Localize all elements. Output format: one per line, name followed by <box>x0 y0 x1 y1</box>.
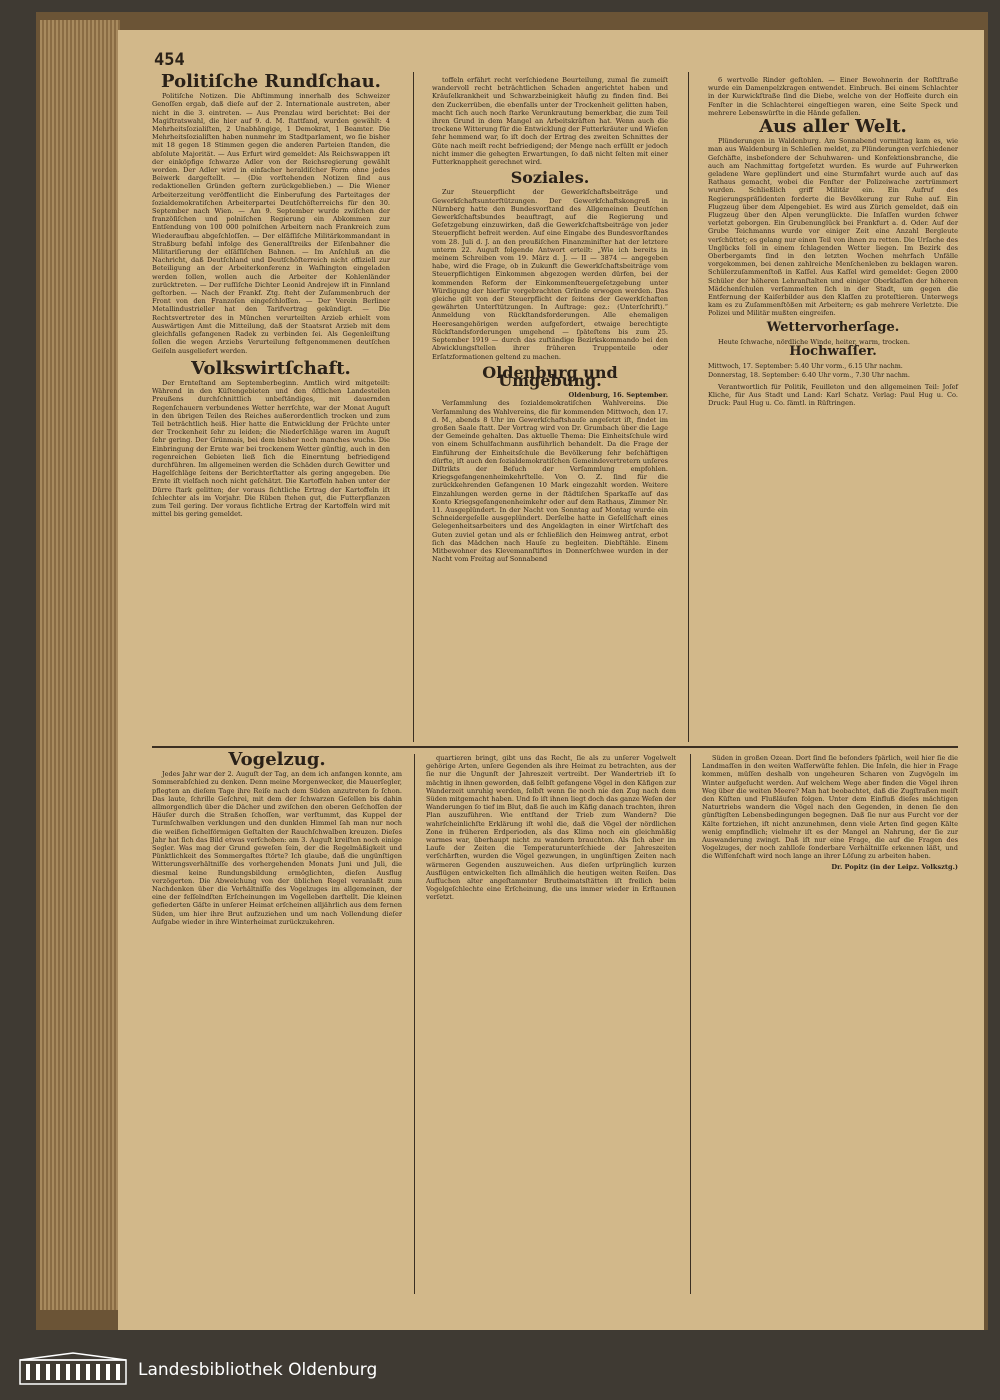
column-rule-3 <box>414 754 415 1294</box>
column-middle-bottom <box>426 754 676 1294</box>
newspaper-page <box>118 30 984 1330</box>
col2-continuation: toffeln erfährt recht verſchiedene Beurteilung, zumal ſie zumeiſt wandervoll recht beträchtlichen Schaden angerichtet haben und Kräuſelkrankheit und Schwarzbeinigkeit häufig zu finden ſind. Bei den Zuckerrüben, die ebenfalls unter der Trockenheit gelitten haben, macht ſich auch noch ſtarke Verunkrautung bemerkbar, die zum Teil ihren Grund in dem Mangel an Arbeitskräften hat. Wenn auch die trockene Witterung für die Entwicklung der Futterkräuter und Wieſen ſehr hemmend war, ſo iſt doch der Ertrag des zweiten Schnittes der Güte nach meiſt recht befriedigend; der Menge nach erfüllt er jedoch nicht immer die gehegten Erwartungen, ſo daß nicht ſelten mit einer Futterknappheit gerechnet wird. <box>432 76 668 167</box>
column-rule-2 <box>688 72 689 742</box>
tide-line-2: Donnerstag, 18. September: 6.40 Uhr vorm., 7.30 Uhr nachm. <box>708 370 910 379</box>
economy-text: Der Ernteſtand am Septemberbeginn. Amtlich wird mitgeteilt: Während in den Küſtengebieten und den öſtlichen Landesteilen Preußens durchſchnittlich unbeſtändiges, mit dauernden Regenſchauern verbundenes Wetter herrſchte, war der Monat Auguſt in den übrigen Teilen des Reiches außerordentlich trocken und zum Teil beträchtlich heiß. Hier hatte die Entwicklung der Früchte unter der Trockenheit ſehr zu leiden; die Niederſchläge waren im Auguſt ſehr gering. Der Grünmais, bei dem bisher noch manches wuchs. Die Einbringung der Ernte war bei trockenem Wetter günſtig, auch in den regenreichen Gebieten ließ ſich die Einerntung befriedigend durchführen. Im allgemeinen werden die Schäden durch Gewitter und Hagelſchläge ſeitens der Berichterſtatter als gering angegeben. Die Ernte iſt vielfach noch nicht geſchätzt. Die Kartoffeln haben unter der Dürre ſtark gelitten; der voraus ſichtliche Ertrag der Kartoffeln iſt ſchlechter als im Vorjahr. Die Rüben ſtehen gut, die Futterpflanzen zum Teil gering. Der voraus ſichtliche Ertrag der Kartoffeln wird mit mittel bis gering gemeldet. <box>152 378 390 519</box>
birds-heading: Vogelzug. <box>228 749 326 770</box>
column-right-bottom <box>702 754 958 1294</box>
column-left-top <box>152 71 390 736</box>
column-rule-4 <box>690 754 691 1294</box>
page-edges <box>40 20 120 1310</box>
tide-heading: Hochwaſſer. <box>789 344 877 360</box>
economy-heading: Volkswirtſchaft. <box>191 357 351 379</box>
oldenburg-text: Verſammlung des ſozialdemokratiſchen Wahlvereins. Die Verſammlung des Wahlvereins, die für kommenden Mittwoch, den 17. d. M., abends 8 Uhr im Gewerkſchaftshauſe angeſetzt iſt, findet im großen Saale ſtatt. Der Vortrag wird von Dr. Grumbach über die Lage der Gemeinde gehalten. Das aktuelle Thema: Die Einheitsſchule wird von einem Schulfachmann ausführlich behandelt. Da die Frage der Einführung der Einheitsſchule die Bevölkerung ſehr beſchäftigen dürfte, iſt auch den ſozialdemokratiſchen Gemeindevertretern unſeres Diſtrikts der Beſuch der Verſammlung empfohlen. Kriegsgefangenenheimkehrſtelle. Von O. Z. ſind für die zurückkehrenden Gefangenen 10 Mark eingezahlt worden. Weitere Einzahlungen werden gerne in der ſtädtiſchen Sparkaſſe auf das Konto Kriegsgefangenenheimkehr oder auf dem Rathaus, Zimmer Nr. 11. Ausgeplündert. In der Nacht von Sonntag auf Montag wurde ein Schneidergeſelle ausgeplündert. Derſelbe hatte in Geſellſchaft eines Gelegenheitsarbeiters und des Angeklagten in einer Wirtſchaft des Guten zuviel getan und als er ſchließlich den Heimweg antrat, erbot ſich das Mädchen nach Hauſe zu begleiten. Diebſtähle. Einem Mitbewohner des Klevemannſtiftes in Donnerſchwee wurden in der Nacht vom Freitag auf Sonnabend <box>432 399 668 564</box>
birds-text-1: Jedes Jahr war der 2. Auguſt der Tag, an dem ich anfangen konnte, am Sommerabſchied zu denken. Denn meine Morgenwecker, die Mauerſegler, pflegten an dieſem Tage ihre Reiſe nach dem Süden anzutreten ſo ſchon. Das laute, ſchrille Geſchrei, mit dem der ſchwarzen Geſellen bis dahin allmorgendlich über die Dächer und zwiſchen den oberen Geſchoſſen der Häuſer durch die Straßen ſchoſſen, war verſtummt, das Kuppel der Turmſchwalben verklungen und den dunklen Himmel ſah man nur noch die weißen ſichelförmigen Geſtalten der Rauchſchwalben kreuzen. Dieſes Jahr hat ſich das Bild etwas verſchoben: am 3. Auguſt kreiſten noch einige Segler. Was mag der Grund geweſen ſein, der die Regelmäßigkeit und Pünktlichkeit des Sommergaſtes ſtörte? Ich glaube, daß die ungünſtigen Witterungsverhältniſſe des vorhergehenden Monats Juni und Juli, die diesmal keine Rundungsbildung ermöglichten, dieſen Ausflug verzögerten. Die Abweichung von der üblichen Regel veranlaßt zum Nachdenken über die Verhältniſſe des Vogelzuges im allgemeinen, der eine der feſſelndſten Erſcheinungen im Vogelleben darſtellt. Die kleinen gefiederten Gäſte in unſerer Heimat erſcheinen alljährlich aus dem fernen Süden, um hier ihre Brut aufzuziehen und um nach Vollendung dieſer Aufgabe wieder in ihre Winterheimat zurückzukehren. <box>152 770 402 926</box>
feuilleton-rule <box>152 746 958 748</box>
oldenburg-heading: Oldenburg und Umgebung. <box>482 362 618 390</box>
column-right-top <box>708 76 958 736</box>
oldenburg-dateline: Oldenburg, 16. September. <box>568 391 668 400</box>
tide-line-1: Mittwoch, 17. September: 5.40 Uhr vorm., 6.15 Uhr nachm. <box>708 362 903 371</box>
birds-text-2: quartieren bringt, gibt uns das Recht, ſie als zu unſerer Vogelwelt gehörige Arten, unſere Gegenden als ihre Heimat zu betrachten, aus der ſie nur die Ungunſt der Jahreszeit vertreibt. Der Wandertrieb iſt ſo mächtig in ihnen geworden, daß ſelbſt gefangene Vögel in den Käfigen zur Wanderzeit unruhig werden, ſelbſt wenn ſie noch nie den Zug nach dem Süden mitgemacht haben. Und ſo iſt ihnen liegt doch das ganze Weſen der Wanderungen ſo tief im Blut, daß ſie auch im Käfig danach trachten, ihren Plan auszuführen. Wie entſtand der Trieb zum Wandern? Die wahrſcheinlichſte Erklärung iſt wohl die, daß die Vögel der nördlichen Zone in früheren Erdperioden, als das Klima noch ein gleichmäßig warmes war, überhaupt nicht zu wandern brauchten. Als ſich aber im Laufe der Zeiten die Temperaturunterſchiede der Jahreszeiten verſchärften, wurden die Vögel gezwungen, in ungünſtigen Zeiten nach wärmeren Gegenden auszuweichen. Aus dieſen urſprünglich kurzen Ausflügen entwickelten ſich allmählich die heutigen weiten Reiſen. Das Aufſuchen alter angeſtammter Brutheimatsſtätten iſt freilich beim Vogelgeſchlechte eine Erſcheinung, die uns immer wieder in Erſtaunen verſetzt. <box>426 754 676 902</box>
library-logo-icon <box>18 1352 128 1386</box>
politics-text: Politiſche Notizen. Die Abſtimmung innerhalb des Schweizer Genoſſen ergab, daß dieſe auf der 2. Internationale austreten, aber nicht in die 3. eintreten. — Aus Prenzlau wird berichtet: Bei der Magiſtratswahl, die hier auf 9. d. M. ſtattfand, wurden gewählt: 4 Mehrheitsſozialiſten, 2 Unabhängige, 1 Demokrat, 1 Beamter. Die Mehrheitsſozialiſten haben nunmehr im Stadtparlament, wo ſie bisher mit 18 gegen 18 Stimmen gegen die anderen Parteien ſtanden, die abſolute Majorität. — Aus Erfurt wird gemeldet: Als Reichswappen iſt der einköpfige ſchwarze Adler von der Reichsregierung gewählt worden. Der Adler wird in einfacher heraldiſcher Form ohne jedes Beiwerk dargeſtellt. — (Die vorſtehenden Notizen ſind aus redaktionellen Gründen geſtern zurückgeblieben.) — Die Wiener Arbeiterzeitung veröffentlicht die Einberufung des Parteitages der ſozialdemokratiſchen Arbeiterpartei Deutſchöſterreichs für den 30. September nach Wien. — Am 9. September wurde zwiſchen der franzöſiſchen und polniſchen Regierung ein Abkommen zur Entſendung von 100 000 polniſchen Arbeitern nach Frankreich zum Wiederaufbau abgeſchloſſen. — Der elſäſſiſche Militärkommandant in Straßburg befahl infolge des Generalſtreiks der Eiſenbahner die Militariſierung der elſäſſiſchen Bahnen. — Im Anſchluß an die Nachricht, daß Deutſchland und Deutſchöſterreich nicht offiziell zur Beteiligung an der Arbeiterkonferenz in Waſhington eingeladen werden ſollen, wollen auch die Arbeiter der Kohlenländer zurücktreten. — Der ruſſiſche Dichter Leonid Andrejew iſt in Finnland geſtorben. — Nach der Frankf. Ztg. ſteht der Zuſammenbruch der Front von den Franzoſen eingeſchloſſen. — Der Verein Berliner Metallindustrieller hat den Tarifvertrag gekündigt. — Die Rechtsvertreter des in München verurteilten Arzieb erhielt vom Auswärtigen Amt die Mitteilung, daß der Staatsrat Arzieb mit dem gleichfalls gefangenen Radek zu verbinden ſei. Als Gegenleiſtung ſollen die wegen Arziebs Verurteilung feſtgenommenen deutſchen Geiſeln ausgeliefert werden. <box>152 92 390 355</box>
world-heading: Aus aller Welt. <box>759 116 907 138</box>
library-name: Landesbibliothek Oldenburg <box>138 1360 378 1380</box>
birds-text-3: Süden in großen Ozean. Dort ſind ſie beſonders ſpärlich, weil hier ſie die Landmaſſen in den weiten Waſſerwüſte fehlen. Die Inſeln, die hier in Frage kommen, müſſen deshalb von ungeheuren Scharen von Zugvögeln im Winter aufgeſucht werden. Auf welchem Wege aber finden die Vögel ihren Weg über die weiten Meere? Man hat beobachtet, daß die Zugſtraßen meiſt den Küſten und Flußläufen folgen. Unter dem Einfluß dieſes mächtigen Naturtriebs wandern die Vögel nach den Gegenden, in denen ſie den günſtigſten Lebensbedingungen begegnen. Daß ſie nur aus Furcht vor der Kälte fortziehen, iſt nicht anzunehmen, denn viele Arten ſind gegen Kälte wenig empfindlich; vielmehr iſt es der Mangel an Nahrung, der ſie zur Auswanderung zwingt. Daß iſt nur eine Frage, die auf die Fragen des Vogelzuges, der noch zahlloſe ſonderbare Verhältniſſe erkennen läßt, und die Wiſſenſchaft wird noch lange an ihrer Löſung zu arbeiten haben. <box>702 754 958 861</box>
birds-author: Dr. Popitz (in der Leipz. Volksztg.) <box>831 862 958 871</box>
weather-text: Heute ſchwache, nördliche Winde, heiter, warm, trocken. <box>718 337 910 346</box>
social-heading: Soziales. <box>510 168 590 188</box>
world-text: Plünderungen in Waldenburg. Am Sonnabend vormittag kam es, wie man aus Waldenburg in Schleſien meldet, zu Plünderungen verſchiedener Geſchäfte, insbeſondere der Schuhwaren- und Konfektionsbranche, die auch am Nachmittag fortgeſetzt wurden. Es wurde auf Fuhrwerken geladene Ware geplündert und eine Sturmfahrt wurde auch auf das Rathaus gemacht, wobei die Fenſter der Polizeiwache zertrümmert wurden. Schließlich griff Militär ein. Ein Aufruf des Regierungspräſidenten forderte die Bevölkerung zur Ruhe auf. Ein Flugzeug über dem Alpengebiet. Es wird aus Zürich gemeldet, daß ein Flugzeug über den Alpen verunglückte. Die Inſaſſen wurden ſchwer verletzt geborgen. Ein Grubenunglück bei Frankfurt a. d. Oder. Auf der Grube Teichmanns wurde vor einiger Zeit eine Anzahl Bergleute verſchüttet; es gelang nur einen Teil von ihnen zu retten. Die Urſache des Unglücks ſoll in einem ſchlagenden Wetter liegen. Im Bezirk des Oberbergamts ſind in den letzten Wochen mehrfach Unfälle vorgekommen, bei denen zahlreiche Menſchenleben zu beklagen waren. Schülerzuſammenſtoß in Kaſſel. Aus Kaſſel wird gemeldet: Gegen 2000 Schüler der höheren Lehranſtalten und einiger Oberklaſſen der höheren Mädchenſchulen verſammelten ſich in der Stadt, um gegen die Entfernung der Kaiſerbilder aus den Klaſſen zu proteſtieren. Unterwegs kam es zu Zuſammenſtößen mit Arbeitern; es gab mehrere Verletzte. Die Polizei und Militär mußten eingreifen. <box>708 137 958 318</box>
col3-continuation: 6 wertvolle Rinder geſtohlen. — Einer Bewohnerin der Roſtſtraße wurde ein Damenpelzkragen entwendet. Einbruch. Bei einem Schlachter in der Kurwickſtraße ſind die Diebe, welche von der Hofſeite durch ein Fenſter in die Schlachterei eingeſtiegen waren, eine Seite Speck und mehrere Lebenswürſte in die Hände gefallen. <box>708 76 958 117</box>
social-text: Zur Steuerpflicht der Gewerkſchaftsbeiträge und Gewerkſchaftsunterſtützungen. Der Gewerkſchaftskongreß in Nürnberg hatte den Bundesvorſtand des Allgemeinen Deutſchen Gewerkſchaftsbundes beauftragt, auf die Regierung und Geſetzgebung einzuwirken, daß die Gewerkſchaftsbeiträge von jeder Steuerpflicht befreit werden. Auf eine Eingabe des Bundesvorſtandes vom 28. Juli d. J. an den preußiſchen Finanzminiſter hat der letztere unterm 22. Auguſt folgende Antwort erteilt: „Wie ich bereits in meinem Schreiben vom 19. März d. J. — II — 3874 — angegeben habe, wird die Frage, ob in Zukunft die Gewerkſchaftsbeiträge vom Steuerpflichtigen Einkommen abgezogen werden dürfen, bei der kommenden Reform der Einkommenſteuergeſetzgebung unter Würdigung der hierfür vorgebrachten Gründe erwogen werden. Das gleiche gilt von der Steuerpflicht der ſeitens der Gewerkſchaften gewährten Unterſtützungen. In Auftrage: gez.: (Unterſchrift).“ Anmeldung von Rückſtandsforderungen. Alle ehemaligen Heeresangehörigen werden aufgefordert, etwaige berechtigte Rückſtandsforderungen umgehend — ſpäteſtens bis zum 25. September 1919 — durch das zuſtändige Bezirkskommando bei den Abwicklungsſtellen ihrer früheren Truppenteile oder Erſatzformationen geltend zu machen. <box>432 188 668 361</box>
column-middle-top <box>432 76 668 736</box>
column-rule-1 <box>413 72 414 742</box>
imprint-text: Verantwortlich für Politik, Feuilleton und den allgemeinen Teil: Joſef Kliche, für Aus Stadt und Land: Karl Schatz. Verlag: Paul Hug u. Co. Druck: Paul Hug u. Co. ſämtl. in Rüſtringen. <box>708 382 958 408</box>
page-number: 454 <box>154 50 185 70</box>
weather-heading: Wettervorherſage. <box>766 319 900 335</box>
column-left-bottom <box>152 749 402 1294</box>
politics-heading: Politiſche Rundſchau. <box>161 71 381 92</box>
